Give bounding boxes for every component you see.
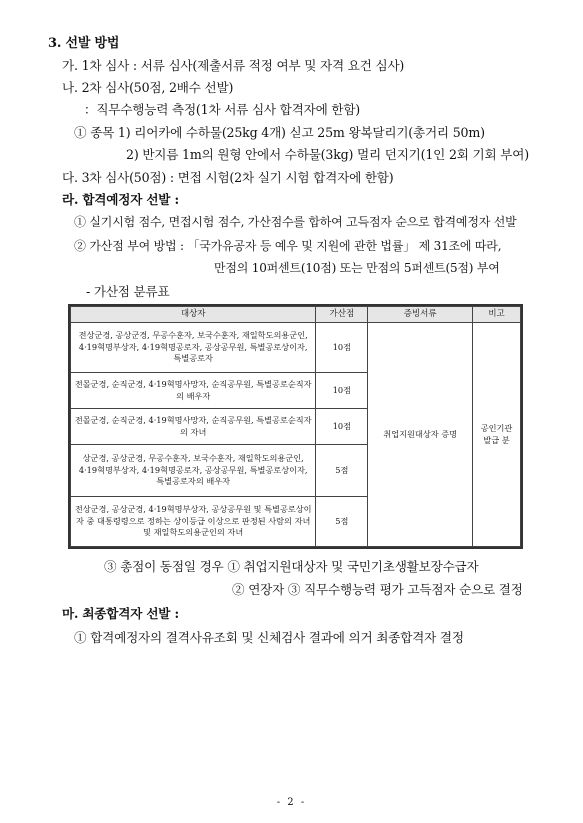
header-target: 대상자 (71, 307, 316, 323)
cell-target: 상군경, 공상군경, 무공수훈자, 보국수훈자, 재일학도의용군인, 4·19혁명부상자, 4·19혁명공로자, 공상공무원, 특별공로상이자, 특별공로자의 배우자 (71, 445, 316, 497)
cell-points: 5점 (316, 445, 368, 497)
table-caption: - 가산점 분류표 (86, 284, 170, 299)
header-remark: 비고 (473, 307, 521, 323)
step-ga: 가. 1차 심사 : 서류 심사(제출서류 적정 여부 및 자격 요건 심사) (62, 58, 405, 73)
cell-target: 전몰군경, 순직군경, 4·19혁명사망자, 순직공무원, 특별공로순직자의 배우자 (71, 373, 316, 409)
step-ra-item3a: ③ 총점이 동점일 경우 ① 취업지원대상자 및 국민기초생활보장수급자 (104, 559, 479, 574)
step-ma: 마. 최종합격자 선발 : (62, 606, 179, 621)
cell-points: 10점 (316, 373, 368, 409)
table-row (71, 323, 521, 373)
page-number: - 2 - (276, 797, 307, 808)
cell-target: 전상군경, 공상군경, 4·19혁명부상자, 공상공무원 및 특별공로상이자 중 대통령령으로 정하는 상이등급 이상으로 판정된 사람의 자녀 및 재일학도의용군인의 자녀 (71, 497, 316, 547)
cell-evidence: 취업지원대상자 증명 (368, 323, 473, 547)
step-na: 나. 2차 심사(50점, 2배수 선발) (62, 80, 234, 95)
step-na-sub: ：직무수행능력 측정(1차 서류 심사 합격자에 한함) (84, 102, 360, 117)
step-ra-item2b: 만점의 10퍼센트(10점) 또는 만점의 5퍼센트(5점) 부여 (214, 261, 500, 275)
bonus-points-table (70, 306, 521, 547)
step-na-item1: ① 종목 1) 리어카에 수하물(25kg 4개) 싣고 25m 왕복달리기(총거리 50m) (74, 125, 485, 140)
step-ra-item3b: ② 연장자 ③ 직무수행능력 평가 고득점자 순으로 결정 (232, 582, 523, 597)
cell-remark: 공인기관 발급 분 (473, 323, 521, 547)
step-da: 다. 3차 심사(50점) : 면접 시험(2차 실기 시험 합격자에 한함) (62, 170, 394, 185)
table-header-row (71, 307, 521, 323)
cell-points: 10점 (316, 323, 368, 373)
step-ma-item1: ① 합격예정자의 결격사유조회 및 신체검사 결과에 의거 최종합격자 결정 (74, 630, 464, 645)
step-ra-item2a: ② 가산점 부여 방법 : 「국가유공자 등 예우 및 지원에 관한 법률」 제 31조에 따라, (74, 239, 502, 253)
cell-points: 10점 (316, 409, 368, 445)
header-evidence: 증빙서류 (368, 307, 473, 323)
cell-target: 전몰군경, 순직군경, 4·19혁명사망자, 순직공무원, 특별공로순직자의 자녀 (71, 409, 316, 445)
step-ra-item1: ① 실기시험 점수, 면접시험 점수, 가산점수를 합하여 고득점자 순으로 합격예정자 선발 (74, 215, 517, 229)
header-points: 가산점 (316, 307, 368, 323)
cell-target: 전상군경, 공상군경, 무공수훈자, 보국수훈자, 재일학도의용군인, 4·19혁명부상자, 4·19혁명공로자, 공상공무원, 특별공로상이자, 특별공로자 (71, 323, 316, 373)
section-title: 3. 선발 방법 (48, 36, 120, 51)
step-na-item2: 2) 반지름 1m의 원형 안에서 수하물(3kg) 멀리 던지기(1인 2회 기회 부여) (126, 147, 529, 162)
step-ra: 라. 합격예정자 선발 : (62, 192, 179, 207)
cell-points: 5점 (316, 497, 368, 547)
